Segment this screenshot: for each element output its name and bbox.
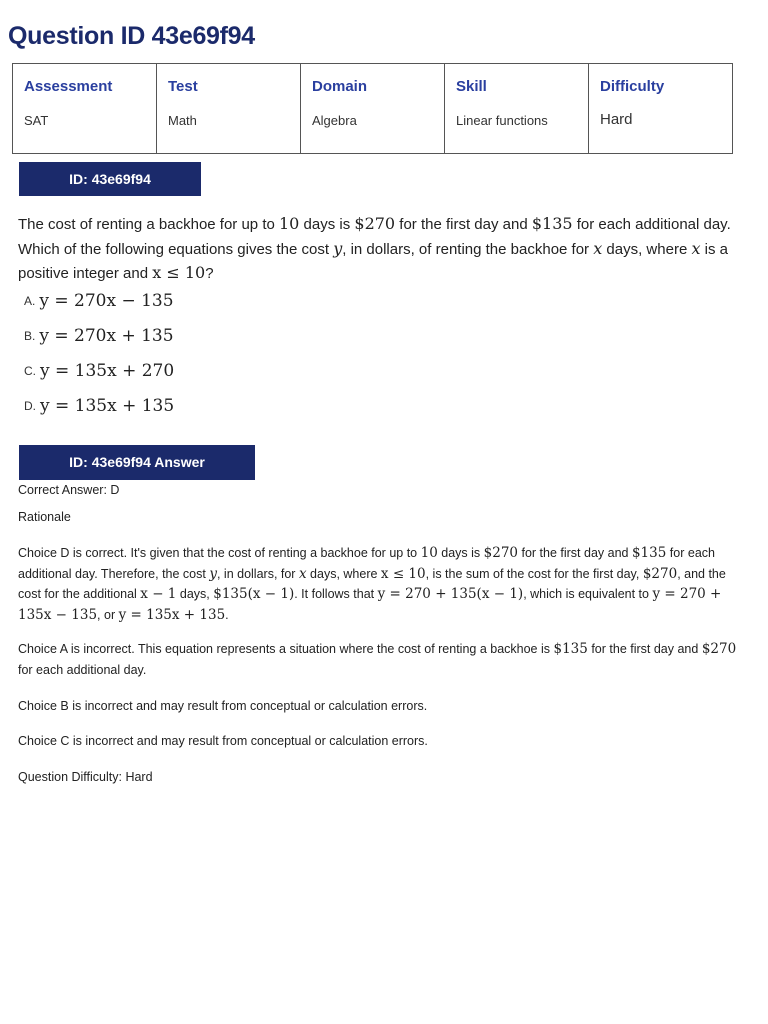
rationale-text: , and the cost for the additional [18,566,726,601]
meta-cell-difficulty [589,64,733,154]
rationale-text: for each additional day. Therefore, the cost [18,546,715,581]
choice-b[interactable] [24,324,174,348]
rationale-math: $135(x − 1) [213,586,295,602]
rationale-math: $135 [631,545,667,561]
choice-c[interactable] [24,359,174,383]
correct-answer: Correct Answer: D [18,483,120,497]
rationale-math: y = 270 + 135x − 135 [18,586,722,623]
choice-d[interactable] [24,394,174,418]
stem-math: x [691,238,701,258]
question-difficulty: Question Difficulty: Hard [18,770,153,784]
rationale-math: x [298,565,307,582]
rationale-math: x ≤ 10 [380,565,426,582]
choice-d-label: D. [24,399,36,413]
choice-c-rationale: Choice C is incorrect and may result from conceptual or calculation errors. [18,734,428,748]
meta-value-skill: Linear functions [456,113,548,128]
stem-text: for each additional day. Which of the following equations gives the cost [18,216,731,258]
meta-value-test: Math [168,113,197,128]
rationale-math: x − 1 [140,586,177,602]
choice-c-expr: y = 135x + 270 [40,361,175,381]
rationale-math: $270 [701,641,737,657]
choice-a[interactable] [24,289,174,313]
rationale-text: Choice A is incorrect. This equation represents a situation where the cost of renting a backhoe is [18,642,554,656]
rationale-text: , or [97,607,119,622]
meta-cell-domain [301,64,445,154]
stem-text: for the first day and [395,216,532,233]
choice-a-expr: y = 270x − 135 [39,291,174,311]
stem-text: , in dollars, of renting the backhoe for [342,240,594,258]
meta-header-skill: Skill [456,78,487,95]
meta-cell-assessment [13,64,157,154]
rationale-text: , in dollars, for [216,566,299,581]
meta-cell-skill [445,64,589,154]
stem-math: x ≤ 10 [152,263,206,282]
rationale-math: $135 [553,641,588,657]
choice-a-label: A. [24,294,36,308]
rationale-text: Choice D is correct. It's given that the cost of renting a backhoe for up to [18,546,421,560]
page-title: Question ID 43e69f94 [8,22,255,50]
meta-value-assessment: SAT [24,113,49,128]
rationale-text: days, [176,587,214,601]
rationale-text: days is [437,546,484,560]
meta-cell-test [157,64,301,154]
stem-math: 10 [279,214,300,233]
rationale-text: days, where [306,566,381,581]
rationale-text: , is the sum of the cost for the first day, [425,566,643,581]
rationale-text: . [225,607,229,622]
stem-text: ? [205,265,214,282]
rationale-text: . It follows that [294,587,378,601]
choice-b-label: B. [24,329,36,343]
meta-value-difficulty: Hard [600,111,633,128]
meta-header-test: Test [168,78,198,95]
stem-text: days, where [602,240,692,258]
rationale-text: for each additional day. [18,662,147,677]
choice-c-label: C. [24,364,36,378]
rationale-math: $270 [483,545,519,561]
rationale-math: y = 270 + 135(x − 1) [377,586,524,602]
rationale-text: for the first day and [587,642,702,656]
rationale-math: $270 [642,565,678,582]
stem-text: The cost of renting a backhoe for up to [18,216,279,233]
stem-math: $270 [354,214,396,233]
choice-a-rationale [18,639,746,680]
rationale-text: for the first day and [518,546,632,560]
stem-text: is a positive integer and [18,240,729,282]
choice-b-rationale: Choice B is incorrect and may result from conceptual or calculation errors. [18,699,428,713]
stem-math: x [593,238,603,258]
rationale-heading: Rationale [18,510,71,524]
rationale-math: y = 135x + 135 [118,606,226,623]
choice-b-expr: y = 270x + 135 [39,326,174,346]
rationale-text: , which is equivalent to [523,587,653,601]
question-meta-table [12,63,733,154]
meta-header-difficulty: Difficulty [600,78,665,95]
question-stem [18,212,746,286]
stem-math: y [333,238,343,258]
choice-d-expr: y = 135x + 135 [40,396,175,416]
stem-math: $135 [531,214,573,233]
rationale-math: y [209,565,217,582]
answer-id-banner: ID: 43e69f94 Answer [19,445,255,480]
question-id-banner: ID: 43e69f94 [19,162,201,196]
meta-header-domain: Domain [312,78,368,95]
meta-value-domain: Algebra [312,113,357,128]
rationale-math: 10 [420,545,438,561]
choice-d-rationale [18,543,746,625]
stem-text: days is [299,216,355,233]
meta-header-assessment: Assessment [24,78,113,95]
